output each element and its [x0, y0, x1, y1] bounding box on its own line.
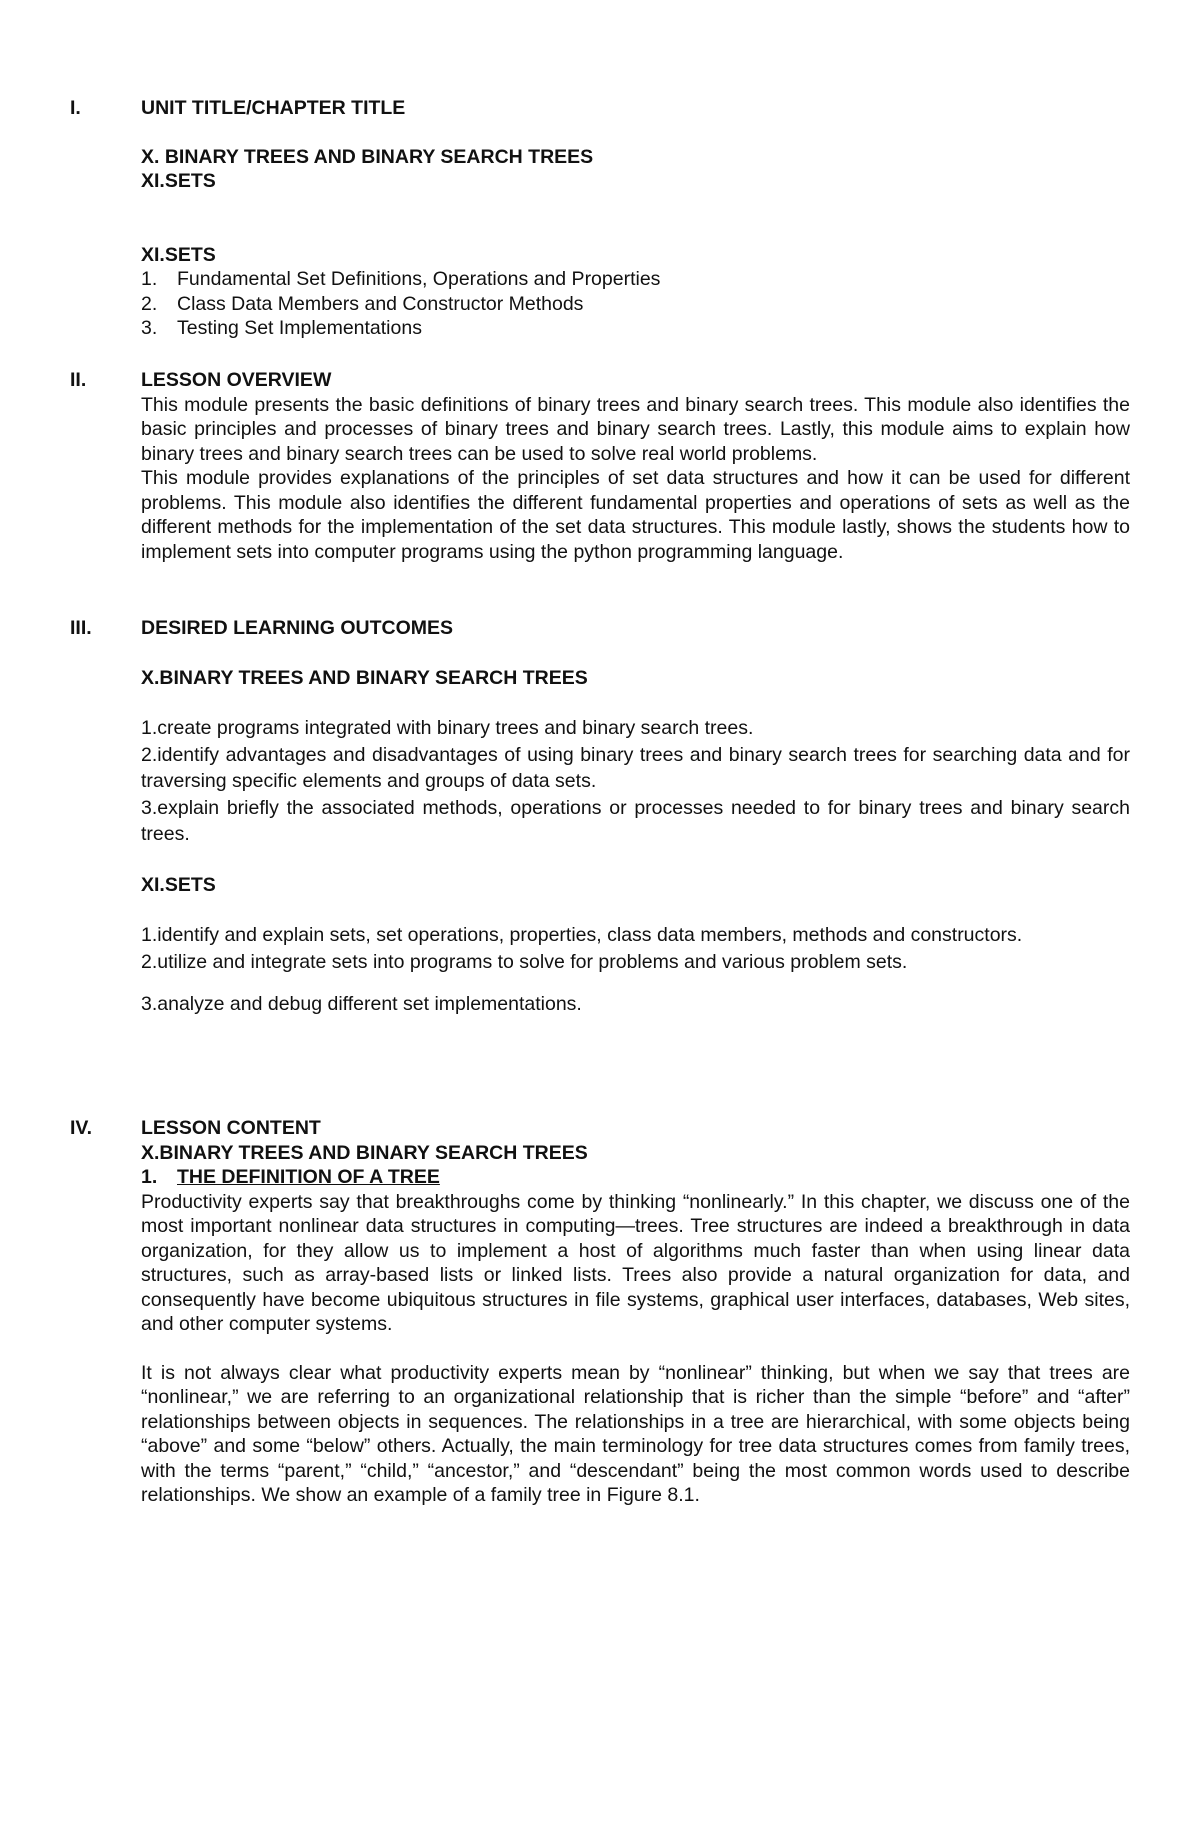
section-body: [141, 616, 1130, 1018]
chapter-title: XI.SETS: [141, 170, 216, 192]
paragraph: This module provides explanations of the principles of set data structures and how it can be used for different problems. This module also identifies the different fundamental properties and operations of sets as well as the different methods for the implementation of the set data structures. This module lastly, shows the students how to implement sets into computer programs using the python programming language.: [141, 467, 1130, 563]
section-heading: LESSON OVERVIEW: [141, 369, 332, 391]
outcome-item: 2.utilize and integrate sets into programs to solve for problems and various problem sets.: [141, 950, 908, 973]
section-body: [141, 96, 1130, 341]
subheading: XI.SETS: [141, 243, 216, 266]
subheading: XI.SETS: [141, 873, 216, 896]
topic-title: 1. THE DEFINITION OF A TREE: [141, 1166, 440, 1188]
outcome-item: 2.identify advantages and disadvantages of using binary trees and binary search trees for searching data and for traversing specific elements and groups of data sets.: [141, 743, 1130, 792]
paragraph: This module presents the basic definitions of binary trees and binary search trees. This module also identifies the basic principles and processes of binary trees and binary search trees. Lastly, this module aims to explain how binary trees and binary search trees can be used to solve real world problems.: [141, 393, 1130, 465]
list-item: 2. Class Data Members and Constructor Methods: [141, 292, 584, 315]
outcome-item: 3.explain briefly the associated methods, operations or processes needed to for binary trees and binary search trees.: [141, 796, 1130, 845]
outcome-item: 1.identify and explain sets, set operations, properties, class data members, methods and constructors.: [141, 924, 1023, 946]
section-body: [141, 1116, 1130, 1508]
paragraph: Productivity experts say that breakthroughs come by thinking “nonlinearly.” In this chapter, we discuss one of the most important nonlinear data structures in computing—trees. Tree structures are indeed a breakthrough in data organization, for they allow us to implement a host of algorithms much faster than when using linear data structures, such as array-based lists or linked lists. Trees also provide a natural organization for data, and consequently have become ubiquitous structures in file systems, graphical user interfaces, databases, Web sites, and other computer systems.: [141, 1190, 1130, 1335]
subheading: X.BINARY TREES AND BINARY SEARCH TREES: [141, 666, 588, 689]
subheading: X.BINARY TREES AND BINARY SEARCH TREES: [141, 1141, 588, 1164]
outcome-item: 1.create programs integrated with binary trees and binary search trees.: [141, 717, 754, 739]
section-body: [141, 368, 1130, 564]
section-numeral: I.: [70, 97, 81, 119]
paragraph: It is not always clear what productivity experts mean by “nonlinear” thinking, but when we say that trees are “nonlinear,” we are referring to an organizational relationship that is richer than the simple “before” and “after” relationships between objects in sequences. The relationships in a tree are hierarchical, with some objects being “above” and some “below” others. Actually, the main terminology for tree data structures comes from family trees, with the terms “parent,” “child,” “ancestor,” and “descendant” being the most common words used to describe relationships. We show an example of a family tree in Figure 8.1.: [141, 1361, 1130, 1506]
outcome-item: 3.analyze and debug different set implementations.: [141, 993, 582, 1015]
section-heading: DESIRED LEARNING OUTCOMES: [141, 617, 454, 639]
list-item: 3. Testing Set Implementations: [141, 317, 422, 339]
section-numeral: II.: [70, 369, 87, 391]
chapter-title: X. BINARY TREES AND BINARY SEARCH TREES: [141, 145, 594, 168]
section-numeral: III.: [70, 617, 92, 639]
section-heading: UNIT TITLE/CHAPTER TITLE: [141, 97, 406, 119]
section-heading: LESSON CONTENT: [141, 1117, 321, 1139]
section-numeral: IV.: [70, 1117, 93, 1139]
list-item: 1. Fundamental Set Definitions, Operations and Properties: [141, 268, 661, 290]
topic-list: [141, 267, 1130, 341]
